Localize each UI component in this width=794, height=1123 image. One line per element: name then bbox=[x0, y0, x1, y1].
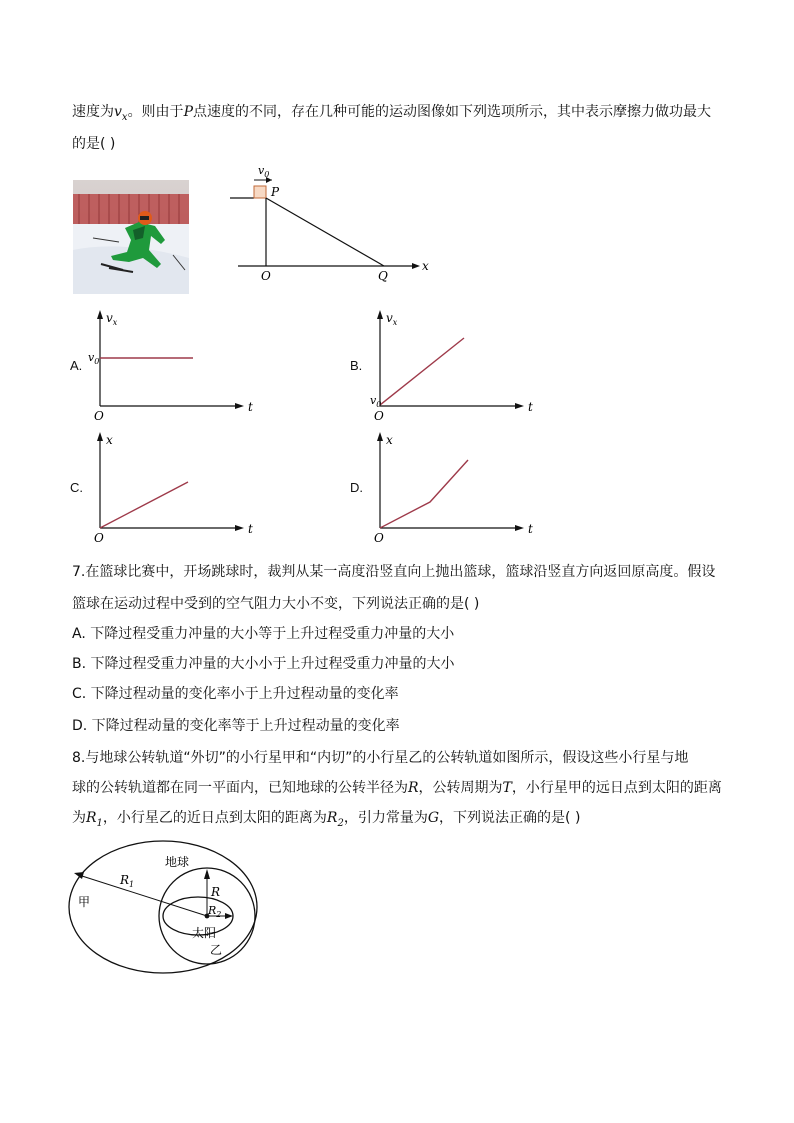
q7-choice-d[interactable]: D. 下降过程动量的变化率等于上升过程动量的变化率 bbox=[72, 718, 400, 734]
label-v0: $v_0$ bbox=[258, 164, 270, 179]
label-x: x bbox=[422, 259, 429, 273]
y-axis-arrow bbox=[97, 310, 103, 319]
label-r2: $R_2$ bbox=[208, 904, 222, 919]
option-label-a[interactable]: A. bbox=[70, 358, 83, 373]
q7-stem-line-1: 7.在篮球比赛中，开场跳球时，裁判从某一高度沿竖直向上抛出篮球，篮球沿竖直方向返回原高度。假设 bbox=[72, 564, 716, 580]
q6-stem-line-2: 的是( ) bbox=[72, 136, 116, 152]
option-label-b[interactable]: B. bbox=[350, 358, 363, 373]
option-graph-a bbox=[88, 306, 258, 426]
orbit-diagram bbox=[66, 838, 262, 980]
label-sun: 太阳 bbox=[192, 926, 217, 940]
x-axis-arrow bbox=[515, 403, 524, 409]
slope-diagram bbox=[226, 160, 436, 284]
label-jia: 甲 bbox=[78, 895, 91, 909]
origin-label: O bbox=[374, 409, 384, 423]
x-axis-arrow bbox=[515, 525, 524, 531]
graph-line bbox=[380, 460, 468, 528]
graph-line bbox=[380, 338, 464, 405]
block-p bbox=[254, 186, 266, 198]
origin-label: O bbox=[94, 531, 104, 545]
option-label-d[interactable]: D. bbox=[350, 480, 363, 495]
radius-r-arrow bbox=[204, 869, 210, 879]
y-axis-arrow bbox=[377, 432, 383, 441]
y-axis-label: x bbox=[386, 433, 393, 447]
label-q: Q bbox=[378, 269, 388, 283]
label-p: P bbox=[271, 185, 280, 199]
q8-stem-line-3: 为$R_1$，小行星乙的近日点到太阳的距离为$R_2$，引力常量为G，下列说法正确的是( ) bbox=[72, 810, 581, 829]
incline-pq bbox=[266, 198, 384, 266]
label-r: R bbox=[211, 885, 221, 899]
x-axis-label: t bbox=[248, 522, 253, 536]
q8-stem-line-2: 球的公转轨道都在同一平面内，已知地球的公转半径为R，公转周期为T，小行星甲的远日点到太阳的距离 bbox=[72, 780, 722, 796]
q8-stem-line-1: 8.与地球公转轨道“外切”的小行星甲和“内切”的小行星乙的公转轨道如图所示，假设这些小行星与地 bbox=[72, 750, 689, 766]
x-axis-label: t bbox=[528, 522, 533, 536]
origin-label: O bbox=[374, 531, 384, 545]
q7-choice-a[interactable]: A. 下降过程受重力冲量的大小等于上升过程受重力冲量的大小 bbox=[72, 626, 455, 642]
x-axis-label: t bbox=[528, 400, 533, 414]
option-graph-c bbox=[88, 428, 258, 548]
q7-choice-b[interactable]: B. 下降过程受重力冲量的大小小于上升过程受重力冲量的大小 bbox=[72, 656, 455, 672]
option-graph-d bbox=[368, 428, 538, 548]
label-r1: $R_1$ bbox=[120, 873, 135, 889]
y-axis-label: $v_x$ bbox=[106, 311, 118, 327]
y-axis-label: x bbox=[106, 433, 113, 447]
x-axis-arrow bbox=[412, 263, 420, 269]
q7-stem-line-2: 篮球在运动过程中受到的空气阻力大小不变，下列说法正确的是( ) bbox=[72, 596, 480, 612]
y-axis-arrow bbox=[97, 432, 103, 441]
x-axis-label: t bbox=[248, 400, 253, 414]
y-axis-label: $v_x$ bbox=[386, 311, 398, 327]
origin-label: O bbox=[94, 409, 104, 423]
x-axis-arrow bbox=[235, 525, 244, 531]
option-graph-b bbox=[368, 306, 538, 426]
skier-photo bbox=[73, 180, 189, 294]
label-earth: 地球 bbox=[165, 855, 190, 869]
x-axis-arrow bbox=[235, 403, 244, 409]
option-label-c[interactable]: C. bbox=[70, 480, 83, 495]
q7-choice-c[interactable]: C. 下降过程动量的变化率小于上升过程动量的变化率 bbox=[72, 686, 399, 702]
radius-r1 bbox=[82, 876, 207, 916]
v0-mark: $v_0$ bbox=[370, 394, 382, 409]
graph-line bbox=[100, 482, 188, 528]
y-axis-arrow bbox=[377, 310, 383, 319]
v0-mark: $v_0$ bbox=[88, 351, 100, 366]
label-yi: 乙 bbox=[210, 943, 223, 957]
label-o: O bbox=[261, 269, 271, 283]
radius-r2-arrow bbox=[225, 913, 233, 919]
q6-stem-line-1: 速度为$v_x$。则由于P点速度的不同，存在几种可能的运动图像如下列选项所示，其中表示摩擦力做功最大 bbox=[72, 104, 711, 123]
